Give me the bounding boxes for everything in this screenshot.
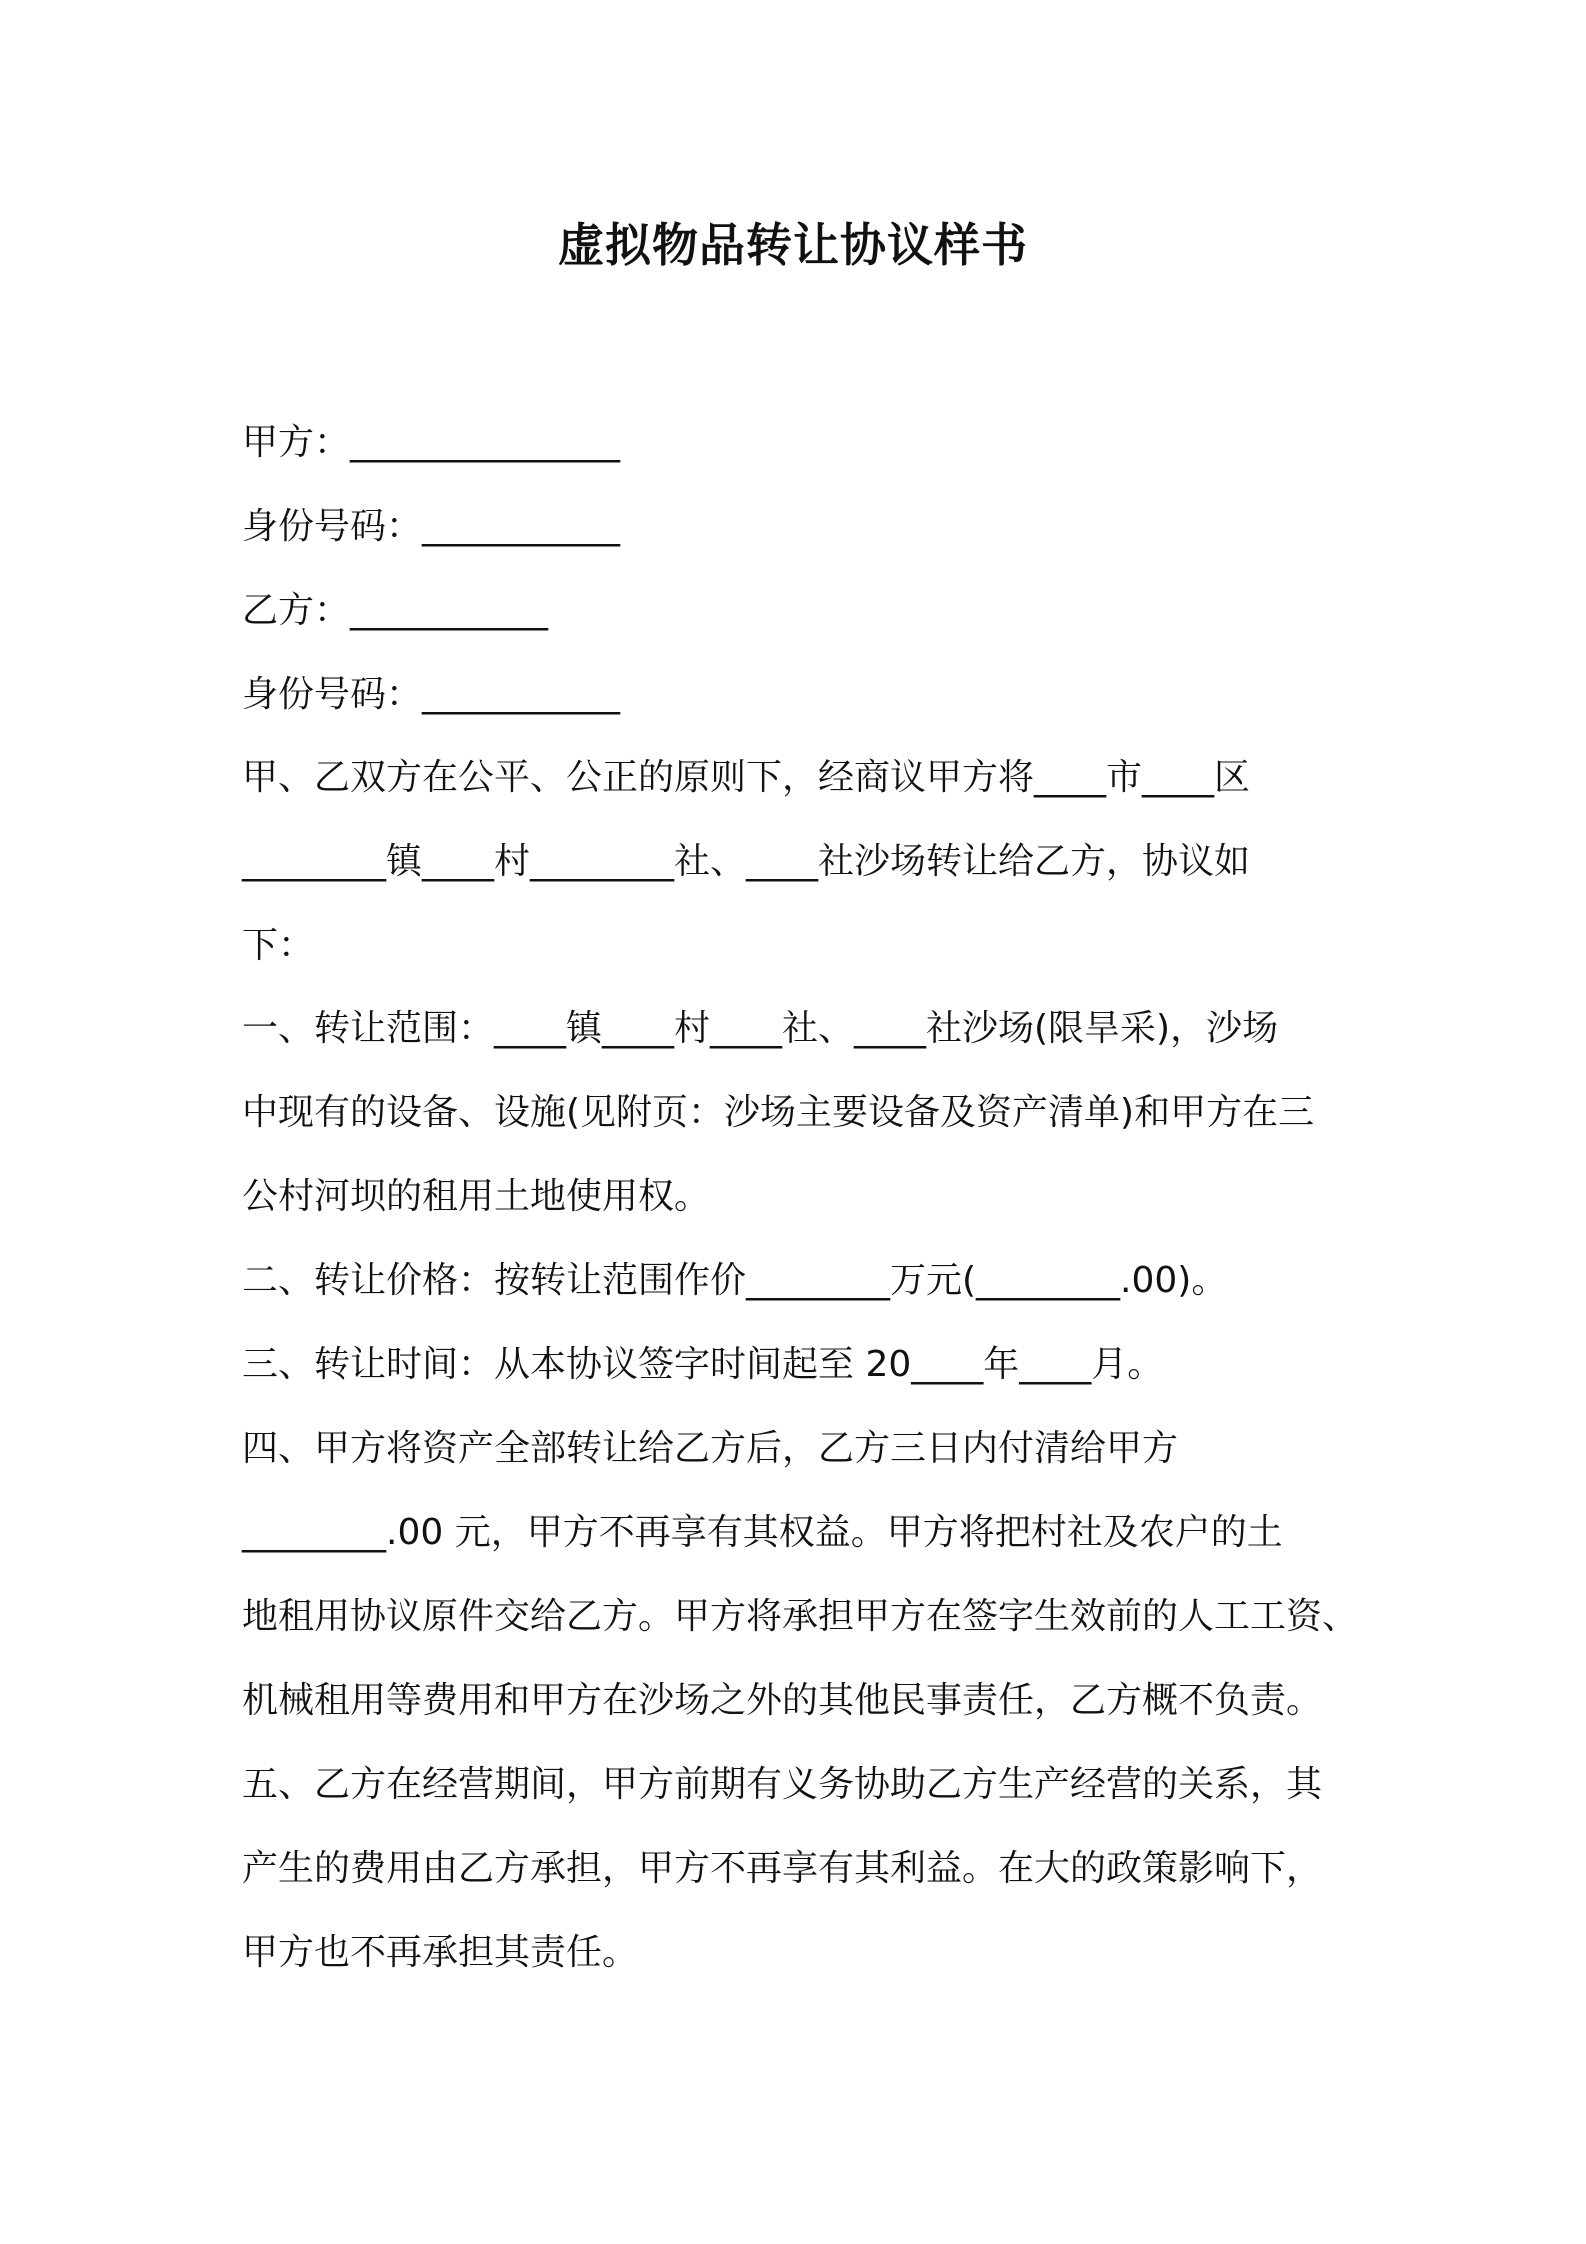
preamble-line-1: 甲、乙双方在公平、公正的原则下，经商议甲方将____市____区 bbox=[242, 757, 1251, 798]
clause-4-line-1: 四、甲方将资产全部转让给乙方后，乙方三日内付清给甲方 bbox=[242, 1428, 1179, 1469]
document-title: 虚拟物品转让协议样书 bbox=[558, 218, 1028, 272]
clause-5-line-3: 甲方也不再承担其责任。 bbox=[242, 1932, 639, 1973]
clause-2-line: 二、转让价格：按转让范围作价________万元(________.00)。 bbox=[242, 1260, 1228, 1301]
clause-3-line: 三、转让时间：从本协议签字时间起至 20____年____月。 bbox=[242, 1344, 1164, 1385]
clause-1-line-1: 一、转让范围：____镇____村____社、____社沙场(限旱采)，沙场 bbox=[242, 1008, 1279, 1049]
clause-1-line-3: 公村河坝的租用土地使用权。 bbox=[242, 1176, 711, 1217]
party-a-line: 甲方：_______________ bbox=[242, 422, 621, 463]
clause-4-line-3: 地租用协议原件交给乙方。甲方将承担甲方在签字生效前的人工工资、 bbox=[242, 1596, 1359, 1637]
preamble-line-2: ________镇____村________社、____社沙场转让给乙方，协议如 bbox=[242, 841, 1251, 882]
clause-1-line-2: 中现有的设备、设施(见附页：沙场主要设备及资产清单)和甲方在三 bbox=[242, 1092, 1315, 1133]
clause-4-line-4: 机械租用等费用和甲方在沙场之外的其他民事责任，乙方概不负责。 bbox=[242, 1680, 1323, 1721]
party-a-id-line: 身份号码：___________ bbox=[242, 506, 621, 547]
clause-5-line-2: 产生的费用由乙方承担，甲方不再享有其利益。在大的政策影响下， bbox=[242, 1848, 1323, 1889]
party-b-line: 乙方：___________ bbox=[242, 590, 549, 631]
clause-4-line-2: ________.00 元，甲方不再享有其权益。甲方将把村社及农户的土 bbox=[242, 1512, 1283, 1553]
party-b-id-line: 身份号码：___________ bbox=[242, 674, 621, 715]
clause-5-line-1: 五、乙方在经营期间，甲方前期有义务协助乙方生产经营的关系，其 bbox=[242, 1764, 1323, 1805]
preamble-line-3: 下： bbox=[242, 925, 315, 966]
